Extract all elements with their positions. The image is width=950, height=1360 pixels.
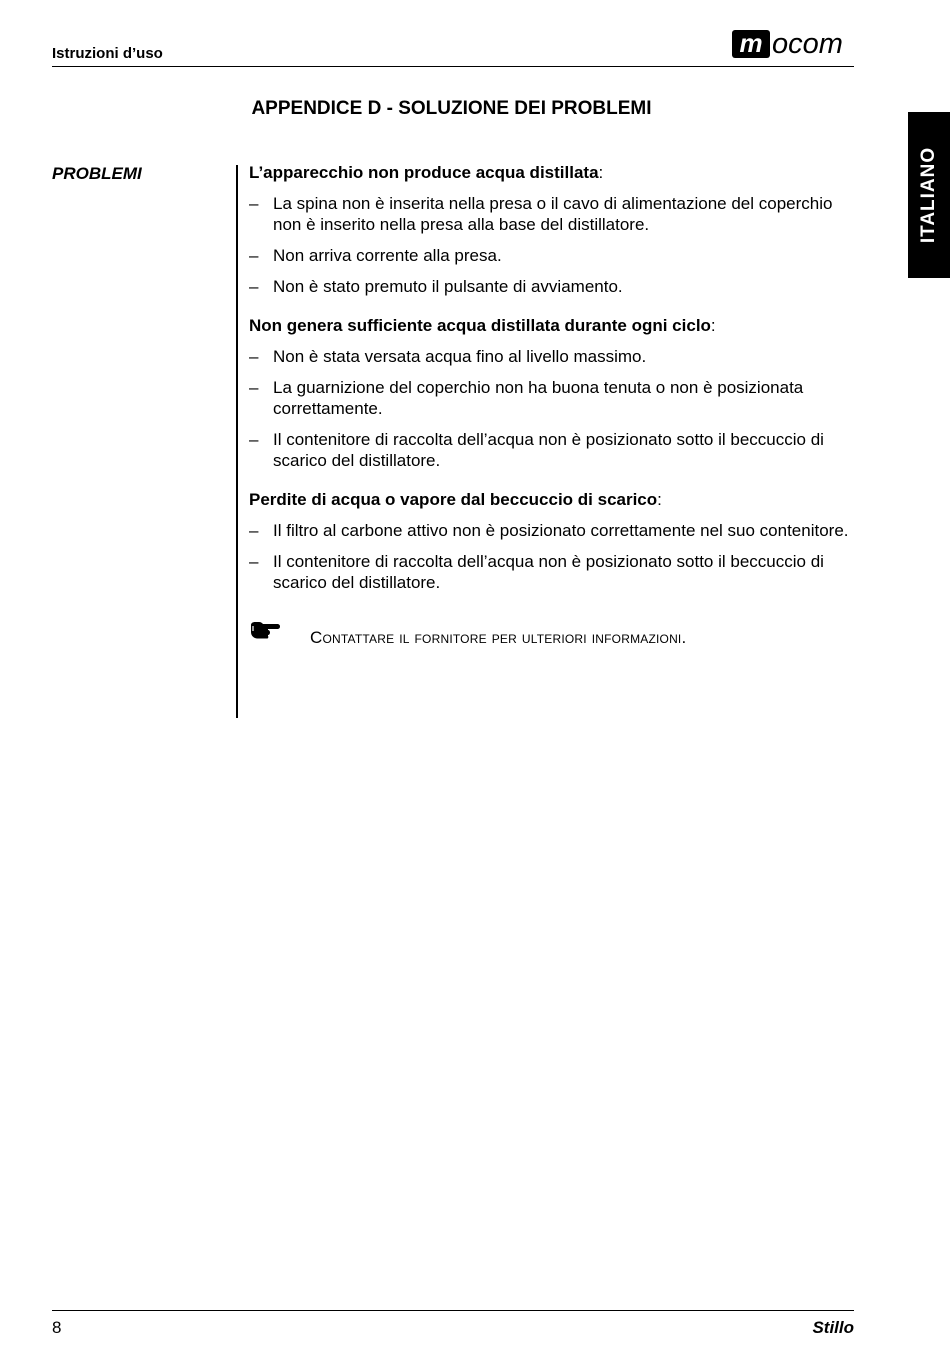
language-tab	[908, 112, 950, 278]
footer-divider	[52, 1310, 854, 1311]
heading-colon: :	[710, 316, 716, 335]
problem-heading-text: Non genera sufficiente acqua distillata durante ogni ciclo	[249, 316, 711, 335]
cause-item: – Non è stato premuto il pulsante di avviamento.	[249, 276, 854, 297]
cause-item: – Il contenitore di raccolta dell’acqua non è posizionato sotto il beccuccio di scarico del distillatore.	[249, 429, 854, 471]
vertical-divider	[236, 165, 238, 718]
problem-heading-text: L’apparecchio non produce acqua distillata	[249, 163, 599, 182]
page-number: 8	[52, 1318, 62, 1337]
cause-item: – Non è stata versata acqua fino al livello massimo.	[249, 346, 854, 367]
contact-note	[249, 627, 854, 657]
heading-colon: :	[657, 490, 662, 509]
problem-heading	[249, 315, 854, 336]
language-tab-label: ITALIANO	[918, 146, 939, 244]
mocom-logo	[730, 24, 855, 62]
problem-section	[249, 489, 854, 593]
cause-list	[249, 520, 854, 593]
problem-heading-text: Perdite di acqua o vapore dal beccuccio di scarico	[249, 490, 658, 509]
cause-item: – La guarnizione del coperchio non ha buona tenuta o non è posizionata correttamente.	[249, 377, 854, 419]
page-title: APPENDICE D - SOLUZIONE DEI PROBLEMI	[251, 98, 652, 119]
troubleshooting-content	[249, 162, 854, 657]
cause-list	[249, 193, 854, 297]
heading-colon: :	[598, 163, 604, 182]
cause-item: – Il contenitore di raccolta dell’acqua non è posizionato sotto il beccuccio di scarico del distillatore.	[249, 551, 854, 593]
product-name: Stillo	[812, 1318, 854, 1337]
problem-section	[249, 315, 854, 471]
section-side-label: PROBLEMI	[52, 164, 142, 183]
cause-item: – Il filtro al carbone attivo non è posizionato correttamente nel suo contenitore.	[249, 520, 854, 541]
problem-heading	[249, 162, 854, 183]
contact-note-text: Contattare il fornitore per ulteriori informazioni.	[310, 628, 687, 647]
svg-text:ocom: ocom	[772, 28, 843, 60]
document-header-title: Istruzioni d’uso	[52, 45, 163, 62]
cause-item: – La spina non è inserita nella presa o il cavo di alimentazione del coperchio non è inserito nella presa alla base del distillatore.	[249, 193, 854, 235]
header-divider	[52, 66, 854, 67]
svg-text:m: m	[739, 28, 763, 58]
cause-list	[249, 346, 854, 471]
problem-section	[249, 162, 854, 297]
problem-heading	[249, 489, 854, 510]
cause-item: – Non arriva corrente alla presa.	[249, 245, 854, 266]
pointing-hand-icon	[249, 619, 281, 641]
